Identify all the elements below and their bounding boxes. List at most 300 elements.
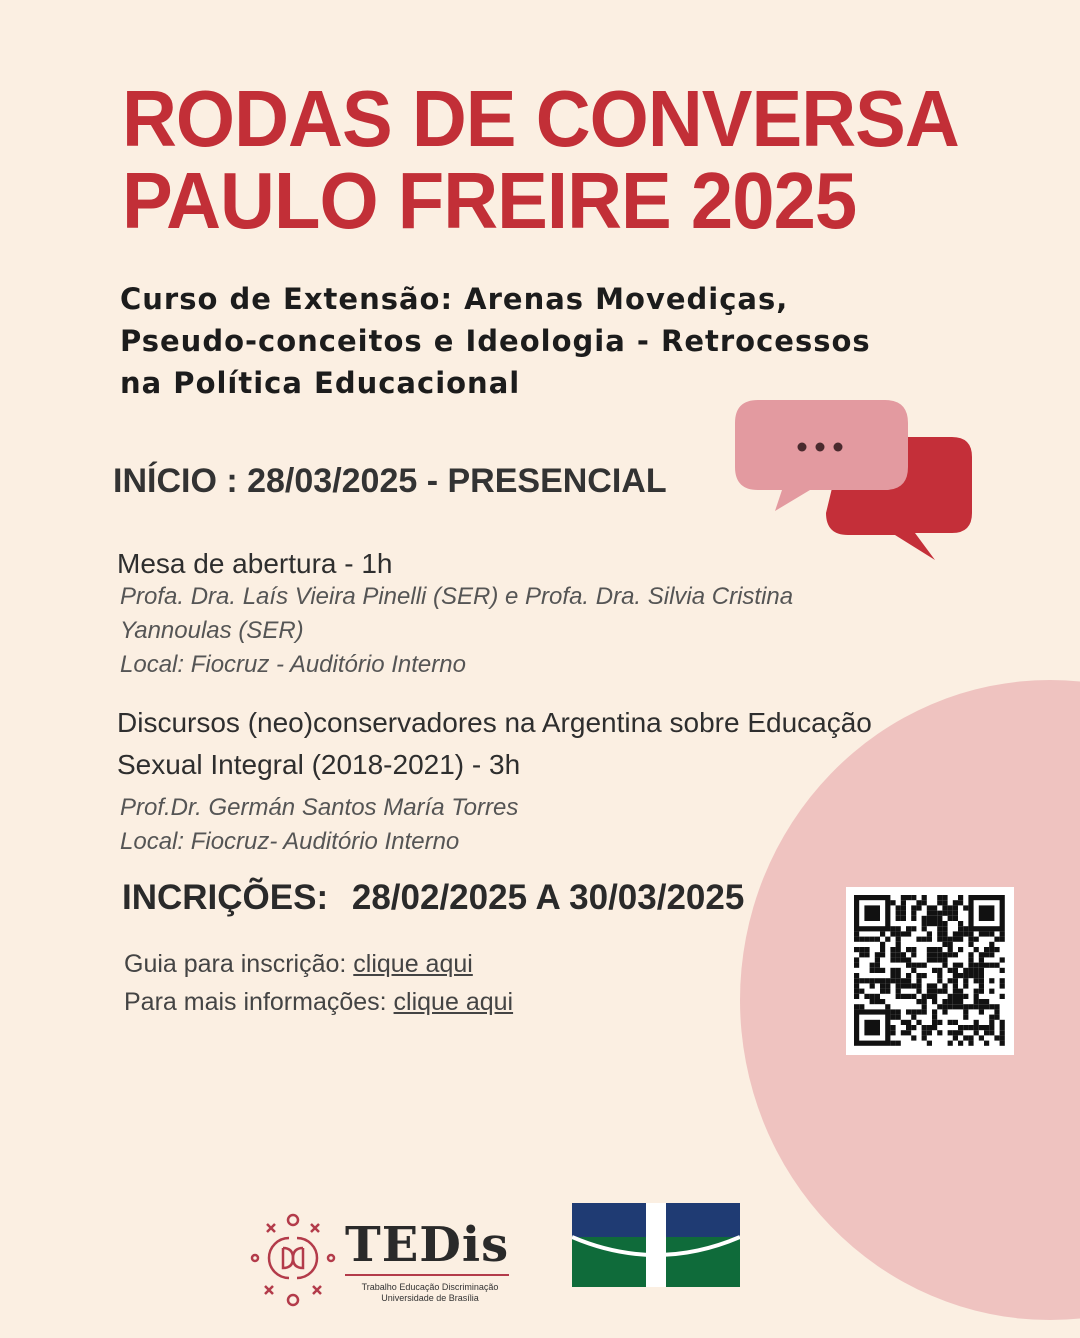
qr-module [942,895,947,900]
qr-module [989,1004,994,1009]
qr-module [958,973,963,978]
emblem-left-c [269,1238,289,1278]
session-1-speakers [120,580,793,682]
qr-module [922,994,927,999]
qr-module [984,963,989,968]
qr-module [911,952,916,957]
qr-module [927,1041,932,1046]
qr-module [890,926,895,931]
qr-module [896,968,901,973]
qr-module [1000,994,1005,999]
qr-module [927,937,932,942]
qr-module [953,1035,958,1040]
qr-module [942,911,947,916]
qr-module [927,921,932,926]
qr-module [901,916,906,921]
qr-module [901,905,906,910]
qr-module [911,1025,916,1030]
qr-module [958,1025,963,1030]
qr-module [984,1025,989,1030]
qr-module [896,926,901,931]
qr-module [974,1030,979,1035]
qr-module [953,931,958,936]
qr-module [875,937,880,942]
session-1-speakers-line-2: Yannoulas (SER) [120,617,304,644]
unb-green-left [572,1237,646,1287]
qr-module [854,983,859,988]
qr-module [885,1004,890,1009]
qr-module [968,942,973,947]
emblem-arrow [311,1224,319,1232]
qr-module [906,978,911,983]
qr-module [994,1015,999,1020]
qr-module [890,1041,895,1046]
qr-module [922,1035,927,1040]
qr-module [927,905,932,910]
guide-link[interactable]: clique aqui [353,950,473,978]
qr-module [937,989,942,994]
qr-module [1000,1025,1005,1030]
qr-module [958,989,963,994]
qr-module [901,911,906,916]
qr-module [927,916,932,921]
qr-module [994,937,999,942]
qr-module [854,931,859,936]
qr-module [922,1004,927,1009]
title-line-2: PAULO FREIRE 2025 [122,156,857,245]
subtitle-line-2: Pseudo-conceitos e Ideologia - Retrocessos [120,324,871,358]
qr-module [932,1025,937,1030]
qr-module [948,911,953,916]
qr-module [906,1030,911,1035]
qr-module [870,994,875,999]
qr-module [958,900,963,905]
qr-module [937,947,942,952]
course-subtitle [120,278,1000,404]
qr-module [916,900,921,905]
qr-module [875,952,880,957]
emblem-dot-right [328,1255,334,1261]
qr-module [911,994,916,999]
qr-module [932,999,937,1004]
qr-module [968,1041,973,1046]
qr-module [922,937,927,942]
session-2-location: Local: Fiocruz- Auditório Interno [120,828,460,855]
qr-module [922,895,927,900]
qr-module [896,978,901,983]
qr-module [948,978,953,983]
qr-module [974,937,979,942]
qr-module [968,1025,973,1030]
qr-module [932,1009,937,1014]
qr-module [963,994,968,999]
qr-module [948,1020,953,1025]
qr-finder-inner [979,905,995,921]
qr-module [1000,1020,1005,1025]
session-2-speaker: Prof.Dr. Germán Santos María Torres [120,794,519,821]
qr-module [854,957,859,962]
qr-module [937,911,942,916]
qr-module [859,1004,864,1009]
qr-module [906,983,911,988]
qr-module [906,947,911,952]
qr-module [916,978,921,983]
qr-module [963,926,968,931]
speech-bubbles-icon [730,395,980,565]
qr-module [953,983,958,988]
qr-module [880,989,885,994]
qr-module [989,942,994,947]
registration-label: INCRIÇÕES: [122,878,329,917]
qr-module [968,1004,973,1009]
qr-module [854,978,859,983]
qr-module [958,963,963,968]
qr-module [896,1041,901,1046]
qr-module [984,1004,989,1009]
qr-module [854,989,859,994]
session-2-details [120,791,518,859]
qr-module [984,999,989,1004]
qr-module [927,983,932,988]
qr-module [911,926,916,931]
qr-module [911,905,916,910]
qr-module [937,900,942,905]
qr-module [937,937,942,942]
qr-module [911,916,916,921]
qr-module [932,1020,937,1025]
qr-module [979,931,984,936]
qr-module [901,1030,906,1035]
qr-module [890,931,895,936]
qr-module [911,968,916,973]
qr-module [953,968,958,973]
qr-module [963,978,968,983]
qr-module [942,937,947,942]
qr-module [942,999,947,1004]
qr-module [901,952,906,957]
qr-module [1000,1035,1005,1040]
qr-module [979,983,984,988]
qr-module [953,952,958,957]
qr-module [994,1009,999,1014]
qr-module [916,983,921,988]
qr-module [979,978,984,983]
qr-module [906,963,911,968]
qr-module [911,1035,916,1040]
qr-module [948,1041,953,1046]
qr-code[interactable] [846,887,1014,1055]
qr-module [880,968,885,973]
qr-module [958,937,963,942]
qr-module [880,978,885,983]
qr-module [875,957,880,962]
qr-module [870,983,875,988]
info-link[interactable]: clique aqui [393,988,514,1016]
qr-module [875,978,880,983]
qr-module [932,983,937,988]
qr-module [953,905,958,910]
registration-dates [122,878,744,918]
qr-module [948,905,953,910]
qr-module [885,983,890,988]
qr-module [968,968,973,973]
qr-module [870,978,875,983]
emblem-inner-d [293,1248,303,1268]
qr-module [854,973,859,978]
session-1-location: Local: Fiocruz - Auditório Interno [120,651,466,678]
qr-module [932,911,937,916]
qr-module [994,1035,999,1040]
qr-module [896,911,901,916]
qr-module [859,989,864,994]
qr-module [953,994,958,999]
qr-module [979,1035,984,1040]
qr-module [979,989,984,994]
qr-module [979,968,984,973]
qr-module [927,952,932,957]
qr-module [864,994,869,999]
qr-module [859,947,864,952]
tedis-subtitle [345,1282,515,1304]
qr-module [864,947,869,952]
qr-module [953,911,958,916]
qr-module [937,978,942,983]
qr-module [932,957,937,962]
qr-module [922,900,927,905]
qr-module [870,999,875,1004]
qr-module [974,989,979,994]
qr-module [948,952,953,957]
unb-green-right [666,1237,740,1287]
qr-module [901,931,906,936]
qr-module [922,999,927,1004]
qr-module [953,1020,958,1025]
qr-module [989,1020,994,1025]
guide-line [124,945,513,983]
bubble-dot [816,443,825,452]
qr-module [974,994,979,999]
qr-module [870,963,875,968]
registration-range: 28/02/2025 A 30/03/2025 [351,878,745,917]
qr-module [911,983,916,988]
unb-logo [572,1203,740,1287]
qr-module [890,973,895,978]
qr-module [989,1030,994,1035]
qr-module [974,947,979,952]
qr-module [890,1015,895,1020]
qr-module [974,968,979,973]
qr-module [963,973,968,978]
qr-module [948,937,953,942]
qr-module [880,952,885,957]
tedis-logo [245,1210,520,1310]
qr-module [859,937,864,942]
qr-module [984,1041,989,1046]
qr-module [927,931,932,936]
guide-prefix: Guia para inscrição: [124,950,354,978]
qr-module [968,937,973,942]
qr-module [942,952,947,957]
qr-module [979,963,984,968]
qr-module [916,1009,921,1014]
qr-module [989,931,994,936]
qr-module [979,1025,984,1030]
info-prefix: Para mais informações: [124,988,394,1016]
qr-module [906,957,911,962]
qr-module [911,1009,916,1014]
qr-finder-inner [864,1020,880,1036]
qr-module [916,905,921,910]
qr-module [937,926,942,931]
qr-module [937,916,942,921]
unb-white-bar [646,1203,666,1287]
qr-module [922,963,927,968]
emblem-dot-top [288,1215,298,1225]
qr-module [1000,1041,1005,1046]
qr-module [927,989,932,994]
qr-module [942,905,947,910]
session-2-title [117,702,872,786]
qr-module [942,1004,947,1009]
qr-module [963,1009,968,1014]
qr-module [927,957,932,962]
qr-module [896,989,901,994]
qr-module [942,931,947,936]
qr-module [937,895,942,900]
qr-module [880,947,885,952]
session-1-title: Mesa de abertura - 1h [117,548,393,579]
qr-module [927,1030,932,1035]
qr-module [948,1004,953,1009]
qr-module [890,1009,895,1014]
qr-module [911,963,916,968]
qr-module [974,973,979,978]
info-line [124,983,513,1021]
qr-module [974,1025,979,1030]
qr-module [875,963,880,968]
qr-module [864,937,869,942]
qr-module [896,1009,901,1014]
qr-module [937,1004,942,1009]
qr-module [906,1025,911,1030]
qr-module [901,957,906,962]
qr-module [911,911,916,916]
qr-module [948,942,953,947]
qr-module [932,921,937,926]
qr-module [979,952,984,957]
qr-module [896,973,901,978]
qr-module [906,1020,911,1025]
qr-module [994,947,999,952]
qr-module [870,937,875,942]
qr-module [911,1015,916,1020]
qr-module [942,983,947,988]
qr-module [911,947,916,952]
qr-module [989,1015,994,1020]
qr-module [1000,983,1005,988]
qr-module [875,999,880,1004]
qr-module [906,931,911,936]
qr-module [942,942,947,947]
qr-module [942,1009,947,1014]
qr-module [890,968,895,973]
qr-module [885,937,890,942]
qr-module [968,952,973,957]
qr-module [989,963,994,968]
session-2-title-line-1: Discursos (neo)conservadores na Argentina sobre Educação [117,707,872,738]
qr-module [953,916,958,921]
qr-module [901,983,906,988]
title-line-1: RODAS DE CONVERSA [122,74,959,163]
qr-module [916,999,921,1004]
qr-module [890,1030,895,1035]
qr-module [911,895,916,900]
tedis-subtitle-line-1: Trabalho Educação Discriminação [361,1282,499,1292]
qr-module [953,963,958,968]
emblem-arrow [265,1286,273,1294]
session-1-speakers-line-1: Profa. Dra. Laís Vieira Pinelli (SER) e Profa. Dra. Silvia Cristina [120,583,794,610]
qr-module [890,900,895,905]
emblem-arrow [313,1286,321,1294]
session-2-title-line-2: Sexual Integral (2018-2021) - 3h [117,749,521,780]
qr-module [854,994,859,999]
qr-module [953,937,958,942]
bubble-dot [798,443,807,452]
qr-module [979,1009,984,1014]
qr-module [958,999,963,1004]
qr-module [963,931,968,936]
qr-module [958,1041,963,1046]
qr-module [890,957,895,962]
qr-module [963,968,968,973]
qr-module [953,1030,958,1035]
qr-module [932,952,937,957]
qr-module [963,983,968,988]
qr-module [896,937,901,942]
qr-module [994,963,999,968]
qr-module [932,905,937,910]
qr-module [984,1030,989,1035]
qr-module [896,905,901,910]
tedis-wordmark: TEDis [345,1216,509,1276]
qr-module [953,1004,958,1009]
qr-module [922,1025,927,1030]
qr-module [937,973,942,978]
qr-module [906,1009,911,1014]
qr-module [854,1004,859,1009]
qr-module [989,952,994,957]
qr-module [979,957,984,962]
qr-module [974,999,979,1004]
qr-module [854,947,859,952]
qr-module [958,994,963,999]
qr-module [953,989,958,994]
qr-module [870,968,875,973]
qr-module [916,963,921,968]
qr-module [906,926,911,931]
qr-module [875,994,880,999]
qr-module [880,931,885,936]
qr-module [896,931,901,936]
qr-module [1000,957,1005,962]
qr-module [859,952,864,957]
subtitle-line-1: Curso de Extensão: Arenas Movediças, [120,282,789,316]
qr-module [958,895,963,900]
qr-module [922,1030,927,1035]
qr-module [937,968,942,973]
qr-module [896,957,901,962]
qr-module [942,921,947,926]
